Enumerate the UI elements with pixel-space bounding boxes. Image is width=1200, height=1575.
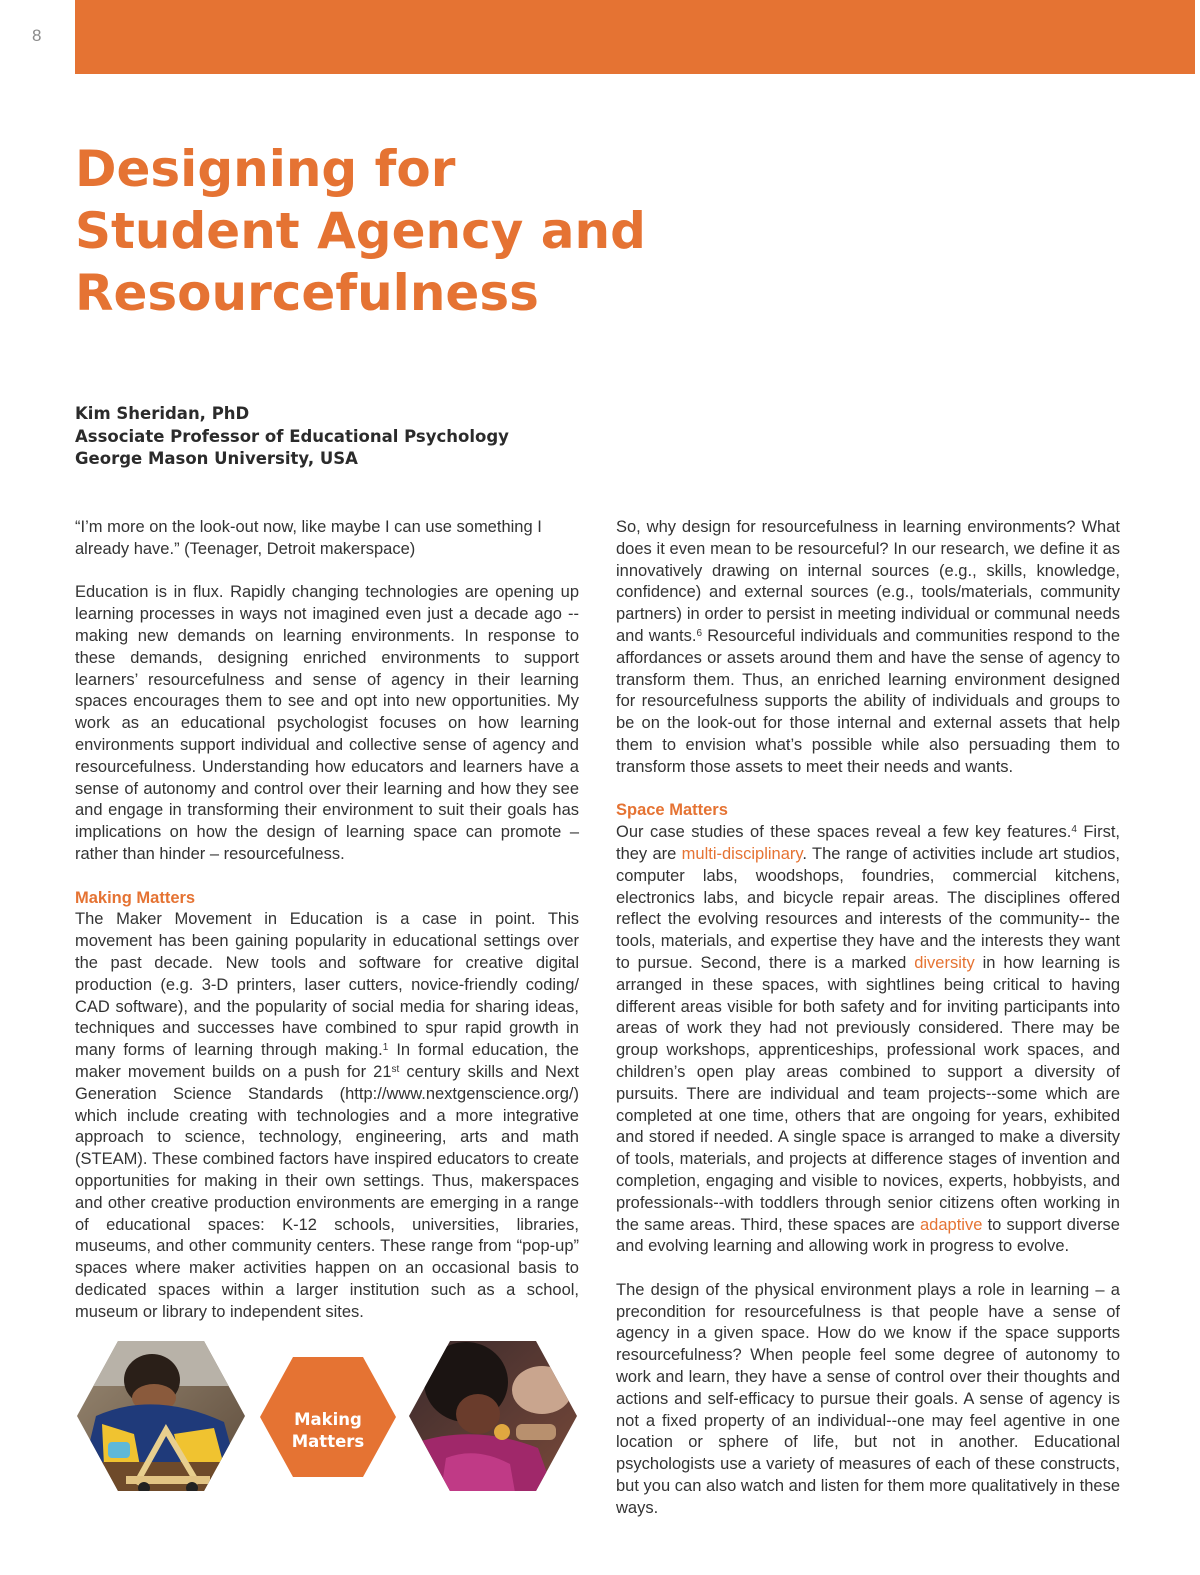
making-text-3: century skills and Next Generation Science Standards (http://www.nextgenscience.org/) which include creating with technologies and a more integrative approach to science, technology, engineering, arts and math (STEAM). These combined factors have inspired educators to create opportunities for making in their own settings. Thus, makerspaces and other creative production environments are emerging in a range of educational spaces: K-12 schools, universities, libraries, museums, and other community centers. These range from “pop-up” spaces where maker activities happen on an occasional basis to dedicated spaces within a larger institution such as a school, museum or library to independent sites. (75, 1062, 579, 1321)
title-line-3: Resourcefulness (75, 264, 539, 322)
footnote-ref-1: 1 (382, 1042, 389, 1054)
making-text-2: In formal education, the maker movement builds on a push for 21 (75, 1041, 579, 1081)
resourcefulness-paragraph (616, 517, 1120, 779)
space-text-2: First, they are (616, 823, 1120, 863)
opening-quote: “I’m more on the look-out now, like maybe I can use something I already have.” (Teenager, Detroit makerspace) (75, 518, 542, 558)
page-number: 8 (32, 26, 43, 45)
author-name: Kim Sheridan, PhD (75, 404, 250, 423)
hex-photo-child-crafting (406, 1338, 580, 1494)
keyword-multi-disciplinary: multi-disciplinary (681, 844, 803, 863)
left-column (75, 517, 579, 1345)
superscript-st: st (391, 1063, 400, 1075)
title-line-1: Designing for (75, 140, 456, 198)
author-block (75, 403, 509, 471)
space-text-3: . The range of activities include art studios, computer labs, woodshops, foundries, commercial kitchens, electronics labs, and bicycle repair areas. The disciplines offered reflect the evolving resources and interests of the community-- the tools, materials, and expertise they have and the interests they want to pursue. Second, there is a marked (616, 844, 1120, 972)
space-matters-heading: Space Matters (616, 801, 728, 820)
hex-badge-label (257, 1409, 399, 1453)
hex-badge-line-2: Matters (291, 1432, 365, 1451)
making-text-1: The Maker Movement in Education is a case in point. This movement has been gaining popularity in educational settings over the past decade. New tools and software for creative digital production (e.g. 3-D printers, laser cutters, novice-friendly coding/ CAD software), and the popularity of social media for sharing ideas, techniques and successes have combined to spur rapid growth in many forms of learning through making. (75, 910, 579, 1060)
resourcefulness-text-1: So, why design for resourcefulness in learning environments? What does it even mean to be resourceful? In our research, we define it as innovatively drawing on internal sources (e.g., skills, knowledge, confidence) and external sources (e.g., tools/materials, community partners) in order to persist in meeting individual or communal needs and wants. (616, 518, 1120, 645)
space-text-4: in how learning is arranged in these spaces, with sightlines being critical to having different areas visible for both safety and for inviting participants into areas of work they had not previously considered. There may be group workshops, apprenticeships, professional work spaces, and children’s open play areas combined to support a diversity of pursuits. There are individual and team projects--some which are completed at one time, others that are ongoing for years, exhibited and stored if needed. A single space is arranged to make a diversity of tools, materials, and projects at difference stages of invention and completion, engaging and visible to novices, experts, hobbyists, and professionals--with toddlers through senior citizens often working in the same areas. Third, these spaces are (616, 953, 1120, 1234)
space-text-5: to support diverse and evolving learning and allowing work in progress to evolve. (616, 1215, 1120, 1256)
author-role: Associate Professor of Educational Psychology (75, 426, 509, 446)
hexagon-image-strip (74, 1338, 582, 1496)
making-matters-paragraph (75, 909, 579, 1323)
keyword-adaptive: adaptive (919, 1215, 983, 1234)
footnote-ref-6: 6 (696, 627, 702, 639)
hex-photo-child-building (74, 1338, 248, 1494)
right-column (616, 517, 1120, 1541)
making-matters-heading: Making Matters (75, 888, 196, 907)
hex-badge-making-matters (257, 1354, 399, 1480)
title-line-2: Student Agency and (75, 202, 646, 260)
physical-environment-paragraph: The design of the physical environment plays a role in learning – a precondition for resourcefulness is that people have a sense of agency in a given space. How do we know if the space supports resourcefulness? When people feel some degree of autonomy to work and learn, they have a sense of control over their thoughts and actions and self-efficacy to pursue their goals. A sense of agency is not a fixed property of an individual--one may feel agentive in one location or sphere of life, but not in another. Educational psychologists use a variety of measures of each of these constructs, but you can also watch and listen for them more qualitatively in these ways. (616, 1280, 1120, 1517)
footnote-ref-4: 4 (1071, 824, 1077, 836)
author-affiliation: George Mason University, USA (75, 449, 358, 468)
article-title (75, 138, 646, 324)
space-matters-paragraph (616, 822, 1120, 1258)
keyword-diversity: diversity (914, 953, 975, 972)
intro-paragraph: Education is in flux. Rapidly changing technologies are opening up learning processes in ways not imagined even just a decade ago -- making new demands on learning environments. In response to these demands, designing enriched environments to support learners’ resourcefulness and sense of agency in their learning spaces encourages them to see and opt into new opportunities. My work as an educational psychologist focuses on how learning environments support individual and collective sense of agency and resourcefulness. Understanding how educators and learners have a sense of autonomy and control over their learning and how they see and engage in transforming their environment to suit their goals has implications on how the design of learning space can promote – rather than hinder – resourcefulness. (75, 583, 579, 863)
resourcefulness-text-2: Resourceful individuals and communities respond to the affordances or assets around them and have the sense of agency to transform them. Thus, an enriched learning environment designed for resourcefulness supports the ability of individuals and groups to be on the look-out for those internal and external assets that help them to envision what’s possible while also persuading them to transform those assets to meet their needs and wants. (616, 626, 1120, 776)
hex-badge-line-1: Making (294, 1410, 362, 1429)
header-bar (75, 0, 1195, 74)
space-text-1: Our case studies of these spaces reveal a few key features. (616, 823, 1072, 842)
